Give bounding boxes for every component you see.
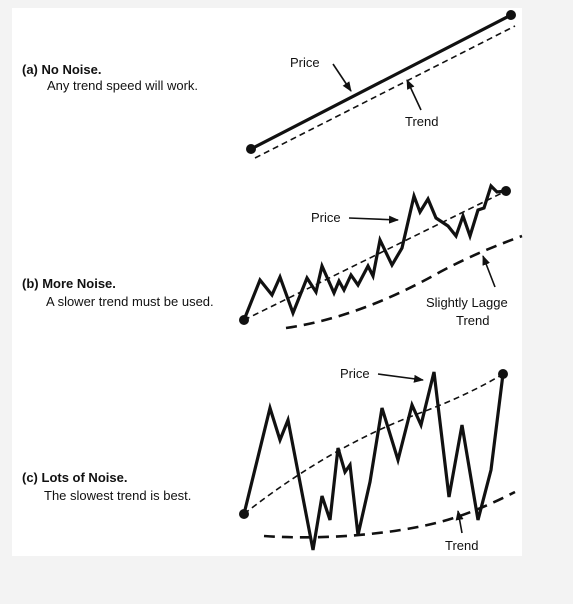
panel-c-price-line <box>244 372 503 550</box>
panel-b <box>22 186 522 328</box>
panel-c-caption: The slowest trend is best. <box>44 488 192 503</box>
panel-b-caption: A slower trend must be used. <box>46 294 214 309</box>
panel-a-heading: (a) No Noise. <box>22 62 102 77</box>
panel-c <box>22 366 515 553</box>
panel-b-trend-label-line1: Slightly Lagge <box>426 295 508 310</box>
panel-c-start-dot <box>239 509 249 519</box>
panel-c-price-arrow <box>378 374 423 380</box>
panel-c-end-dot <box>498 369 508 379</box>
panel-a-trend-label: Trend <box>405 114 439 129</box>
panel-b-price-label: Price <box>311 210 341 225</box>
panel-a-price-line <box>251 15 511 149</box>
panel-b-trend-arrow <box>483 256 495 287</box>
panel-c-price-label: Price <box>340 366 370 381</box>
panel-c-trend-label: Trend <box>445 538 479 553</box>
panel-a-price-label: Price <box>290 55 320 70</box>
panel-a-end-dot <box>506 10 516 20</box>
panel-b-trend-label-line2: Trend <box>456 313 490 328</box>
panel-b-heading: (b) More Noise. <box>22 276 116 291</box>
panel-a-trend-line <box>255 26 515 158</box>
panel-a-start-dot <box>246 144 256 154</box>
panel-b-end-dot <box>501 186 511 196</box>
panel-b-price-arrow <box>349 218 398 220</box>
panel-a-caption: Any trend speed will work. <box>47 78 199 93</box>
panel-a <box>22 10 516 158</box>
panel-a-price-arrow <box>333 64 351 91</box>
panel-b-start-dot <box>239 315 249 325</box>
panel-a-trend-arrow <box>407 80 421 110</box>
panel-c-heading: (c) Lots of Noise. <box>22 470 128 485</box>
